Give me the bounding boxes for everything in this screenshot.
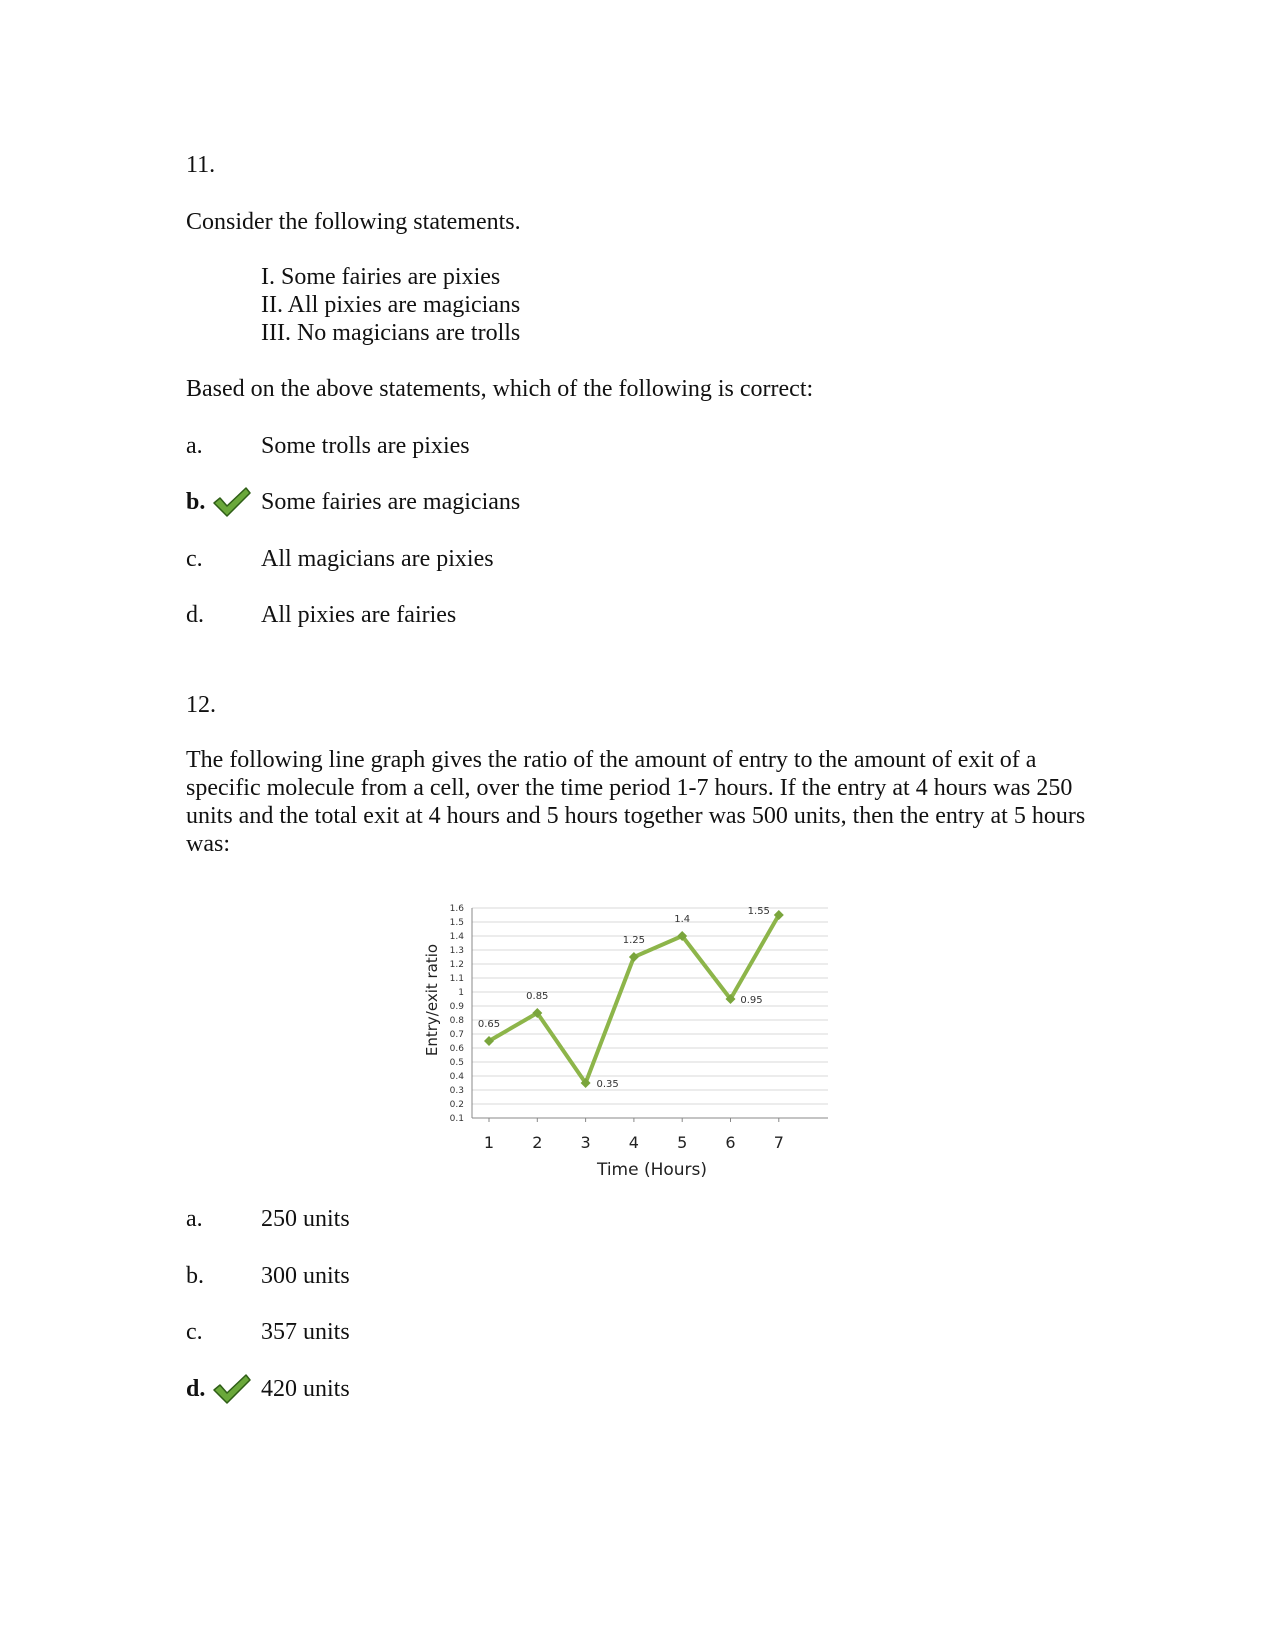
data-label: 1.4 <box>674 914 691 925</box>
data-label: 0.95 <box>740 995 763 1006</box>
y-tick-label: 0.4 <box>449 1072 464 1082</box>
q11-option-b-text: Some fairies are magicians <box>261 489 521 515</box>
y-tick-label: 1.5 <box>449 918 464 928</box>
x-tick-label: 5 <box>677 1133 688 1152</box>
line-chart <box>420 900 840 1180</box>
y-tick-label: 0.2 <box>449 1100 464 1110</box>
x-tick-label: 3 <box>580 1133 591 1152</box>
x-tick-label: 7 <box>773 1133 784 1152</box>
statement-3: III. No magicians are trolls <box>261 320 521 346</box>
q11-option-b-letter: b. <box>186 489 206 515</box>
y-tick-label: 0.7 <box>449 1030 464 1040</box>
y-tick-label: 0.3 <box>449 1086 464 1096</box>
y-tick-label: 0.8 <box>449 1016 464 1026</box>
q11-option-c-text: All magicians are pixies <box>261 546 494 572</box>
y-tick-label: 1.3 <box>449 946 464 956</box>
data-label: 1.25 <box>622 935 646 946</box>
y-axis-title: Entry/exit ratio <box>423 943 441 1057</box>
y-tick-label: 1 <box>458 988 464 998</box>
q12-option-c-letter: c. <box>186 1319 203 1345</box>
q12-option-d-text: 420 units <box>261 1376 350 1402</box>
q11-option-c-letter: c. <box>186 546 203 572</box>
x-tick-label: 6 <box>725 1133 736 1152</box>
question-12-text: The following line graph gives the ratio of the amount of entry to the amount of exit of a specific molecule from a cell, over the time period 1-7 hours. If the entry at 4 hours was 250 units and the total exit at 4 hours and 5 hours together was 500 units, then the entry at 5 hours was: <box>186 747 1086 857</box>
data-label: 0.65 <box>477 1019 501 1030</box>
x-axis-title: Time (Hours) <box>596 1160 708 1180</box>
check-icon <box>212 486 252 518</box>
y-tick-label: 1.6 <box>449 904 464 914</box>
y-tick-label: 1.2 <box>449 960 464 970</box>
x-tick-label: 2 <box>532 1133 543 1152</box>
q11-option-d-text: All pixies are fairies <box>261 602 457 628</box>
x-tick-label: 4 <box>628 1133 639 1152</box>
y-tick-label: 0.6 <box>449 1044 464 1054</box>
y-tick-label: 0.9 <box>449 1002 464 1012</box>
q12-option-a-text: 250 units <box>261 1206 350 1232</box>
q11-option-a-text: Some trolls are pixies <box>261 433 470 459</box>
question-11-prompt: Consider the following statements. <box>186 209 521 235</box>
y-tick-label: 1.1 <box>449 974 464 984</box>
q12-option-a-letter: a. <box>186 1206 203 1232</box>
q12-option-b-letter: b. <box>186 1263 204 1289</box>
q12-option-b-text: 300 units <box>261 1263 350 1289</box>
q11-option-d-letter: d. <box>186 602 204 628</box>
x-tick-label: 1 <box>483 1133 495 1152</box>
q12-option-d-letter: d. <box>186 1376 206 1402</box>
data-label: 0.35 <box>596 1079 619 1090</box>
check-icon <box>212 1373 252 1405</box>
y-tick-label: 1.4 <box>449 932 464 942</box>
y-tick-label: 0.5 <box>449 1058 464 1068</box>
data-label: 0.85 <box>526 991 549 1002</box>
q12-option-c-text: 357 units <box>261 1319 350 1345</box>
data-label: 1.55 <box>747 906 770 917</box>
question-11-number: 11. <box>186 152 216 178</box>
statement-2: II. All pixies are magicians <box>261 292 521 318</box>
y-tick-label: 0.1 <box>449 1114 464 1124</box>
question-12-number: 12. <box>186 692 216 718</box>
statement-1: I. Some fairies are pixies <box>261 264 501 290</box>
question-11-text: Based on the above statements, which of the following is correct: <box>186 376 814 402</box>
q11-option-a-letter: a. <box>186 433 203 459</box>
